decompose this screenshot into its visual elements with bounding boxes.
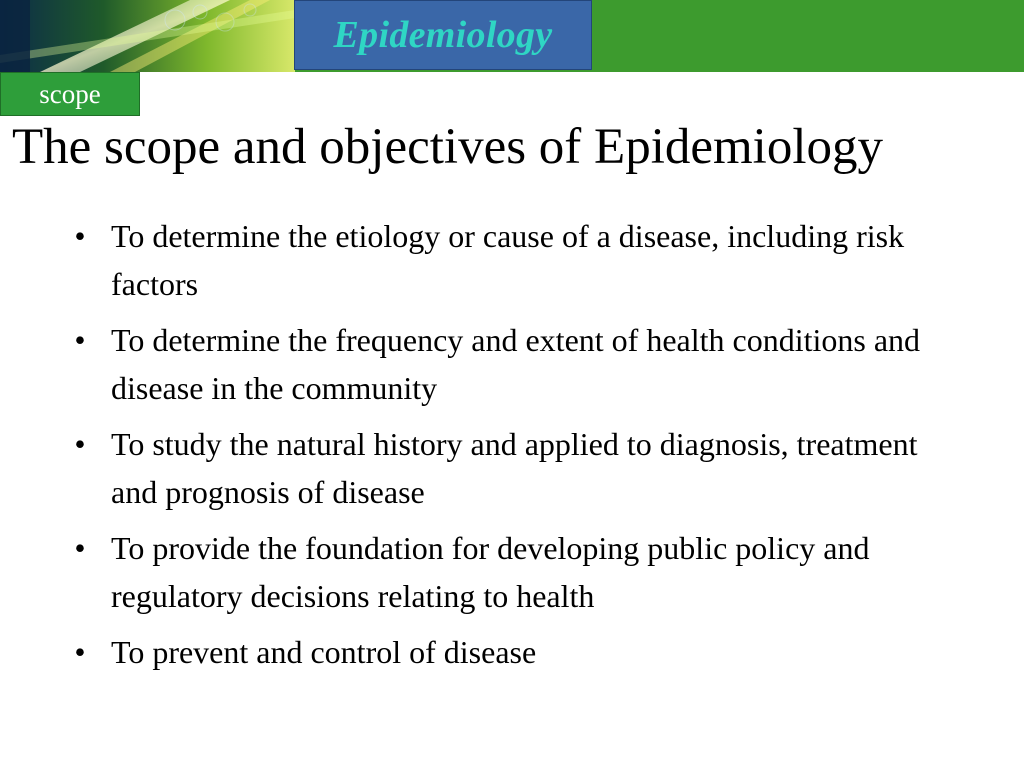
section-tab-scope [0,72,140,116]
bullet-item [70,316,970,412]
header-banner-image [0,0,295,72]
bullet-dot-icon: • [74,634,86,670]
bullet-item [70,524,970,620]
bullet-item [70,212,970,308]
bullet-text: To determine the etiology or cause of a disease, including risk factors [111,218,905,302]
brand-title: Epidemiology [333,14,553,56]
brand-title-box [294,0,592,70]
bullet-list [70,212,970,684]
bullet-text: To provide the foundation for developing public policy and regulatory decisions relating to health [111,530,870,614]
bullet-dot-icon: • [74,426,86,462]
bullet-dot-icon: • [74,322,86,358]
section-tab-label: scope [39,78,101,109]
bullet-text: To prevent and control of disease [111,634,537,670]
bullet-dot-icon: • [74,218,86,254]
bullet-item [70,628,970,676]
bullet-item [70,420,970,516]
abstract-light-graphic [0,0,295,72]
bullet-dot-icon: • [74,530,86,566]
slide-title: The scope and objectives of Epidemiology [12,119,884,175]
bullet-text: To determine the frequency and extent of health conditions and disease in the community [111,322,921,406]
bullet-text: To study the natural history and applied to diagnosis, treatment and prognosis of disease [111,426,918,510]
